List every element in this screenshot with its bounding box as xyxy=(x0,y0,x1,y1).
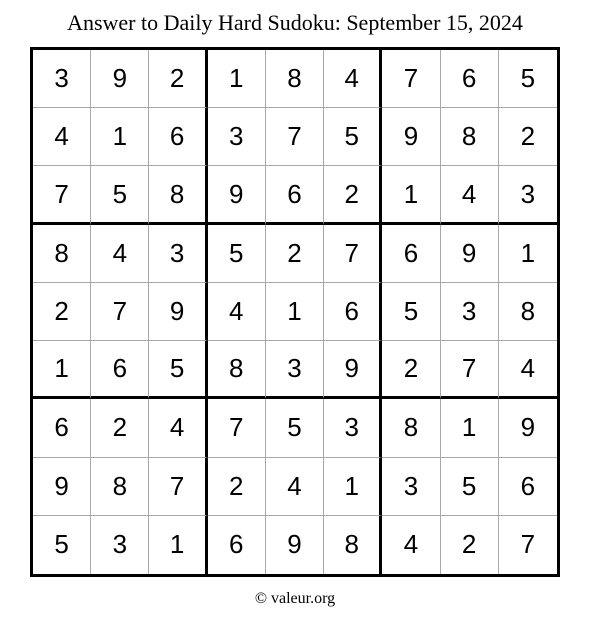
sudoku-cell: 7 xyxy=(520,529,536,560)
sudoku-cell: 3 xyxy=(324,399,382,457)
sudoku-cell: 5 xyxy=(208,225,266,283)
sudoku-cell: 7 xyxy=(91,283,149,341)
sudoku-cell: 7 xyxy=(324,225,382,283)
sudoku-cell: 8 xyxy=(208,341,266,399)
sudoku-cell: 4 xyxy=(33,108,91,166)
sudoku-cell: 1 xyxy=(91,108,149,166)
sudoku-cell: 3 xyxy=(149,225,207,283)
puzzle-title: Answer to Daily Hard Sudoku: September 15, 2024 xyxy=(67,10,523,35)
sudoku-cell: 2 xyxy=(499,108,557,166)
sudoku-cell: 1 xyxy=(441,399,499,457)
sudoku-cell: 9 xyxy=(91,50,149,108)
sudoku-cell: 8 xyxy=(149,166,207,224)
sudoku-cell: 2 xyxy=(149,50,207,108)
sudoku-cell: 5 xyxy=(499,50,557,108)
sudoku-cell: 5 xyxy=(324,108,382,166)
sudoku-cell: 5 xyxy=(91,166,149,224)
sudoku-cell: 2 xyxy=(324,166,382,224)
sudoku-cell: 9 xyxy=(33,458,91,516)
sudoku-cell: 5 xyxy=(382,283,440,341)
sudoku-cell: 3 xyxy=(33,50,91,108)
sudoku-cell: 4 xyxy=(441,166,499,224)
sudoku-cell: 3 xyxy=(208,108,266,166)
sudoku-cell: 9 xyxy=(266,516,324,574)
sudoku-cell: 7 xyxy=(208,399,266,457)
sudoku-cell: 6 xyxy=(91,341,149,399)
sudoku-cell: 6 xyxy=(208,516,266,574)
sudoku-cell: 2 xyxy=(33,283,91,341)
sudoku-cell: 8 xyxy=(324,516,382,574)
sudoku-cell: 6 xyxy=(149,108,207,166)
sudoku-cell: 1 xyxy=(208,50,266,108)
sudoku-cell: 9 xyxy=(324,341,382,399)
sudoku-cell: 7 xyxy=(441,341,499,399)
sudoku-cell: 4 xyxy=(324,50,382,108)
sudoku-cell: 3 xyxy=(266,341,324,399)
sudoku-cell: 2 xyxy=(441,516,499,574)
sudoku-cell: 5 xyxy=(441,458,499,516)
sudoku-cell: 9 xyxy=(499,399,557,457)
sudoku-cell: 5 xyxy=(33,516,91,574)
sudoku-cell: 9 xyxy=(382,108,440,166)
sudoku-cell: 4 xyxy=(499,341,557,399)
sudoku-cell: 6 xyxy=(33,399,91,457)
sudoku-cell: 9 xyxy=(149,283,207,341)
sudoku-cell: 5 xyxy=(266,399,324,457)
sudoku-cell: 4 xyxy=(382,516,440,574)
sudoku-cell: 7 xyxy=(33,166,91,224)
sudoku-cell: 2 xyxy=(91,399,149,457)
sudoku-cell: 2 xyxy=(266,225,324,283)
sudoku-cell: 6 xyxy=(382,225,440,283)
sudoku-cell: 6 xyxy=(441,50,499,108)
sudoku-cell: 8 xyxy=(266,50,324,108)
sudoku-cell: 7 xyxy=(266,108,324,166)
sudoku-cell: 1 xyxy=(33,341,91,399)
sudoku-cell: 6 xyxy=(266,166,324,224)
sudoku-cell: 6 xyxy=(499,458,557,516)
sudoku-cell: 8 xyxy=(499,283,557,341)
sudoku-cell: 7 xyxy=(149,458,207,516)
sudoku-cell: 8 xyxy=(441,108,499,166)
sudoku-cell: 4 xyxy=(266,458,324,516)
sudoku-cell: 8 xyxy=(382,399,440,457)
sudoku-cell: 5 xyxy=(149,341,207,399)
sudoku-cell: 8 xyxy=(33,225,91,283)
sudoku-cell: 2 xyxy=(208,458,266,516)
sudoku-cell: 6 xyxy=(324,283,382,341)
sudoku-cell: 9 xyxy=(208,166,266,224)
sudoku-cell: 1 xyxy=(266,283,324,341)
sudoku-cell: 3 xyxy=(382,458,440,516)
sudoku-cell: 1 xyxy=(324,458,382,516)
sudoku-cell: 1 xyxy=(149,516,207,574)
sudoku-cell: 3 xyxy=(499,166,557,224)
sudoku-cell: 3 xyxy=(91,516,149,574)
sudoku-cell: 2 xyxy=(382,341,440,399)
sudoku-cell: 4 xyxy=(149,399,207,457)
sudoku-cell: 3 xyxy=(441,283,499,341)
sudoku-cell: 8 xyxy=(91,458,149,516)
sudoku-cell: 9 xyxy=(441,225,499,283)
sudoku-cell: 1 xyxy=(382,166,440,224)
sudoku-board xyxy=(30,47,560,577)
sudoku-cell: 4 xyxy=(208,283,266,341)
sudoku-cell: 4 xyxy=(91,225,149,283)
sudoku-cell: 1 xyxy=(499,225,557,283)
sudoku-cell: 7 xyxy=(382,50,440,108)
copyright-footer: © valeur.org xyxy=(254,590,336,607)
